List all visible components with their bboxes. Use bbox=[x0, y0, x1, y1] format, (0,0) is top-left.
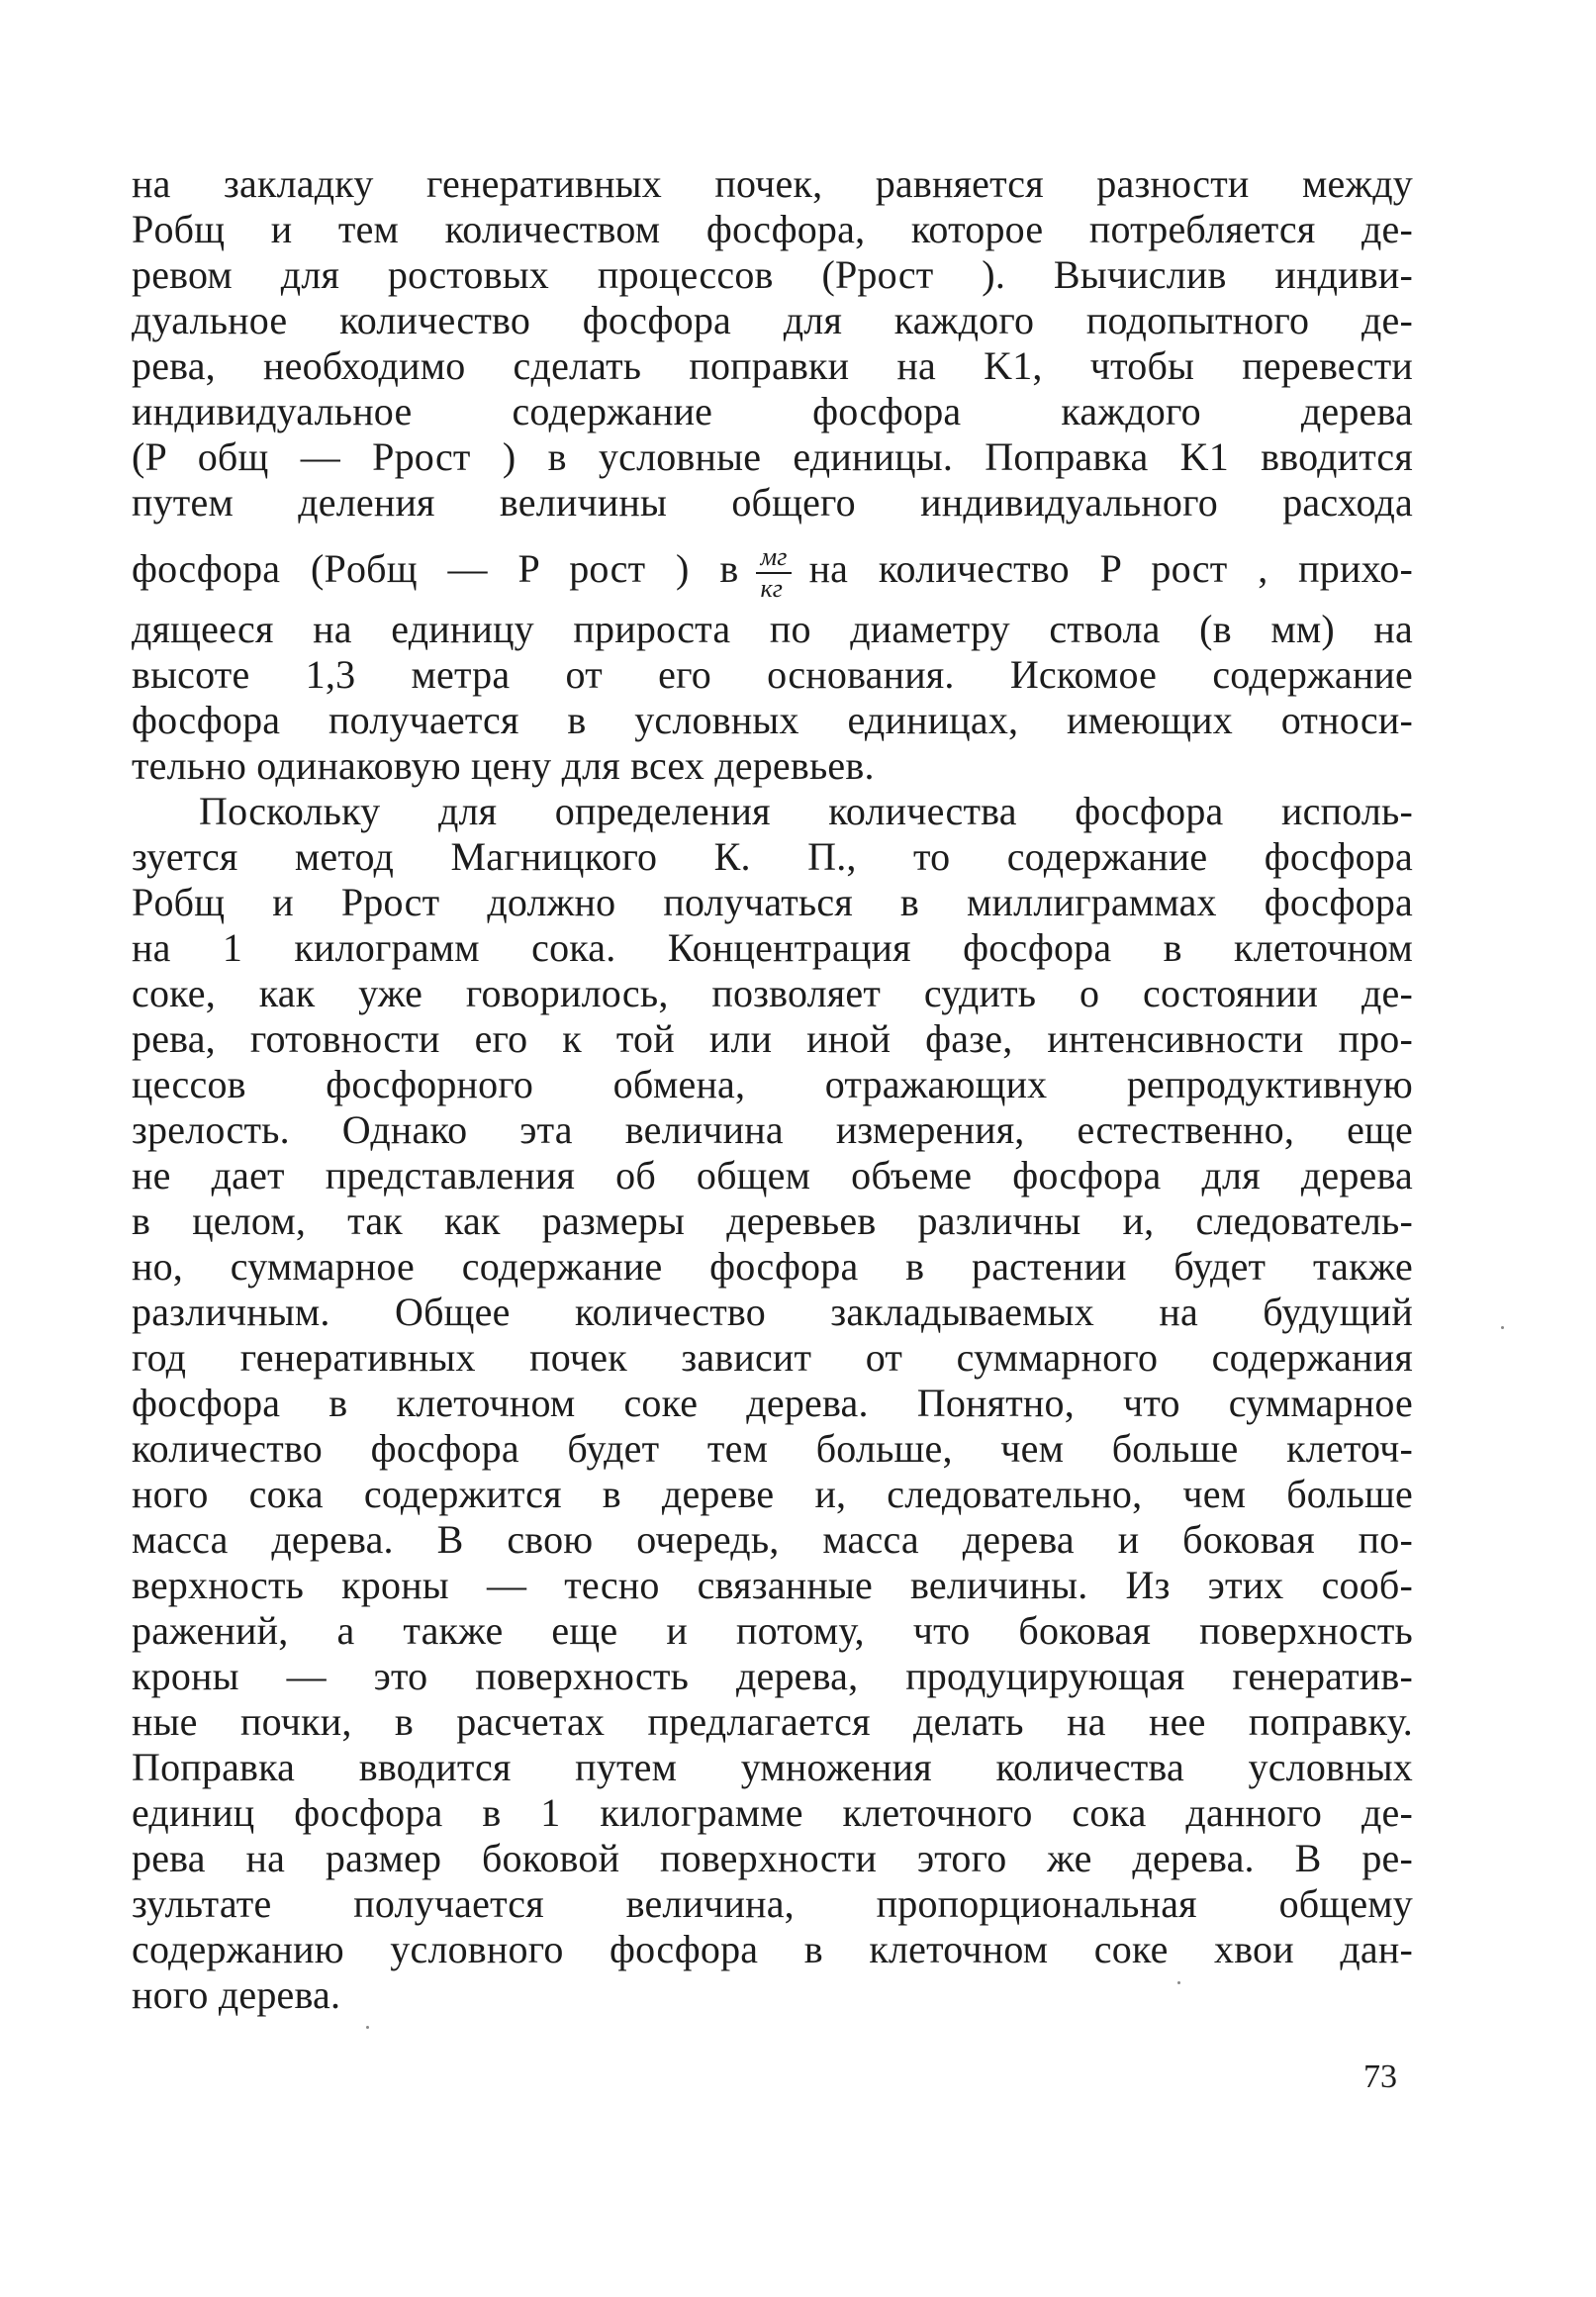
text-line: но, суммарное содержание фосфора в растении будет также bbox=[132, 1244, 1413, 1289]
formula-line bbox=[132, 526, 1413, 607]
text-line: дящееся на единицу прироста по диаметру ствола (в мм) на bbox=[132, 607, 1413, 651]
text-line: ного сока содержится в дереве и, следовательно, чем больше bbox=[132, 1472, 1413, 1516]
page-number: 73 bbox=[1363, 2058, 1397, 2095]
text-line: год генеративных почек зависит от суммарного содержания bbox=[132, 1335, 1413, 1380]
text-line: на закладку генеративных почек, равняется разности между bbox=[132, 161, 1413, 206]
text-line: дуальное количество фосфора для каждого подопытного де- bbox=[132, 298, 1413, 342]
text-line: цессов фосфорного обмена, отражающих репродуктивную bbox=[132, 1062, 1413, 1106]
text-line: путем деления величины общего индивидуального расхода bbox=[132, 480, 1413, 525]
text-line: тельно одинаковую цену для всех деревьев. bbox=[132, 743, 875, 788]
scan-speck bbox=[1177, 1981, 1180, 1984]
text-line: ражений, а также еще и потому, что боковая поверхность bbox=[132, 1608, 1413, 1653]
text-line: кроны — это поверхность дерева, продуцирующая генератив- bbox=[132, 1654, 1413, 1698]
text-line: рева, необходимо сделать поправки на K1, чтобы перевести bbox=[132, 343, 1413, 388]
text-line: соке, как уже говорилось, позволяет судить о состоянии де- bbox=[132, 971, 1413, 1015]
text-line: масса дерева. В свою очередь, масса дерева и боковая по- bbox=[132, 1517, 1413, 1562]
text-line: в целом, так как размеры деревьев различны и, следователь- bbox=[132, 1198, 1413, 1243]
text-line: Pобщ и тем количеством фосфора, которое потребляется де- bbox=[132, 207, 1413, 251]
text-line: высоте 1,3 метра от его основания. Искомое содержание bbox=[132, 652, 1413, 697]
text-line: индивидуальное содержание фосфора каждого дерева bbox=[132, 389, 1413, 433]
formula-text-after: на количество P рост , прихо- bbox=[808, 546, 1413, 591]
text-line: ные почки, в расчетах предлагается делать на нее поправку. bbox=[132, 1699, 1413, 1744]
formula-text-before: фосфора (Pобщ — P рост ) в bbox=[132, 546, 739, 591]
text-line: зультате получается величина, пропорциональная общему bbox=[132, 1881, 1413, 1926]
body-text bbox=[132, 161, 1413, 2018]
text-line: Поправка вводится путем умножения количества условных bbox=[132, 1745, 1413, 1789]
fraction-numerator: мг bbox=[756, 542, 791, 574]
text-line: зрелость. Однако эта величина измерения, естественно, еще bbox=[132, 1107, 1413, 1152]
scan-speck bbox=[1501, 1326, 1504, 1329]
paragraph-first-line: Поскольку для определения количества фосфора исполь- bbox=[199, 789, 1413, 833]
text-line: рева, готовности его к той или иной фазе, интенсивности про- bbox=[132, 1016, 1413, 1061]
text-line: количество фосфора будет тем больше, чем больше клеточ- bbox=[132, 1426, 1413, 1471]
text-line: фосфора в клеточном соке дерева. Понятно, что суммарное bbox=[132, 1381, 1413, 1425]
text-line: не дает представления об общем объеме фосфора для дерева bbox=[132, 1153, 1413, 1197]
text-line: зуется метод Магницкого К. П., то содержание фосфора bbox=[132, 834, 1413, 879]
text-line: содержанию условного фосфора в клеточном соке хвои дан- bbox=[132, 1927, 1413, 1971]
text-line: (P общ — Pрост ) в условные единицы. Поправка K1 вводится bbox=[132, 434, 1413, 479]
text-line: различным. Общее количество закладываемых на будущий bbox=[132, 1290, 1413, 1334]
text-line: ного дерева. bbox=[132, 1972, 341, 2017]
text-line: верхность кроны — тесно связанные величины. Из этих сооб- bbox=[132, 1563, 1413, 1607]
text-line: фосфора получается в условных единицах, имеющих относи- bbox=[132, 698, 1413, 742]
text-line: ревом для ростовых процессов (Pрост ). Вычислив индиви- bbox=[132, 252, 1413, 297]
text-line: Pобщ и Pрост должно получаться в миллиграммах фосфора bbox=[132, 880, 1413, 924]
fraction-denominator: кг bbox=[760, 573, 784, 603]
scan-speck bbox=[366, 2026, 369, 2029]
text-line: на 1 килограмм сока. Концентрация фосфора в клеточном bbox=[132, 925, 1413, 970]
unit-fraction bbox=[756, 542, 791, 604]
text-line: единиц фосфора в 1 килограмме клеточного сока данного де- bbox=[132, 1790, 1413, 1835]
text-line: рева на размер боковой поверхности этого же дерева. В ре- bbox=[132, 1836, 1413, 1880]
